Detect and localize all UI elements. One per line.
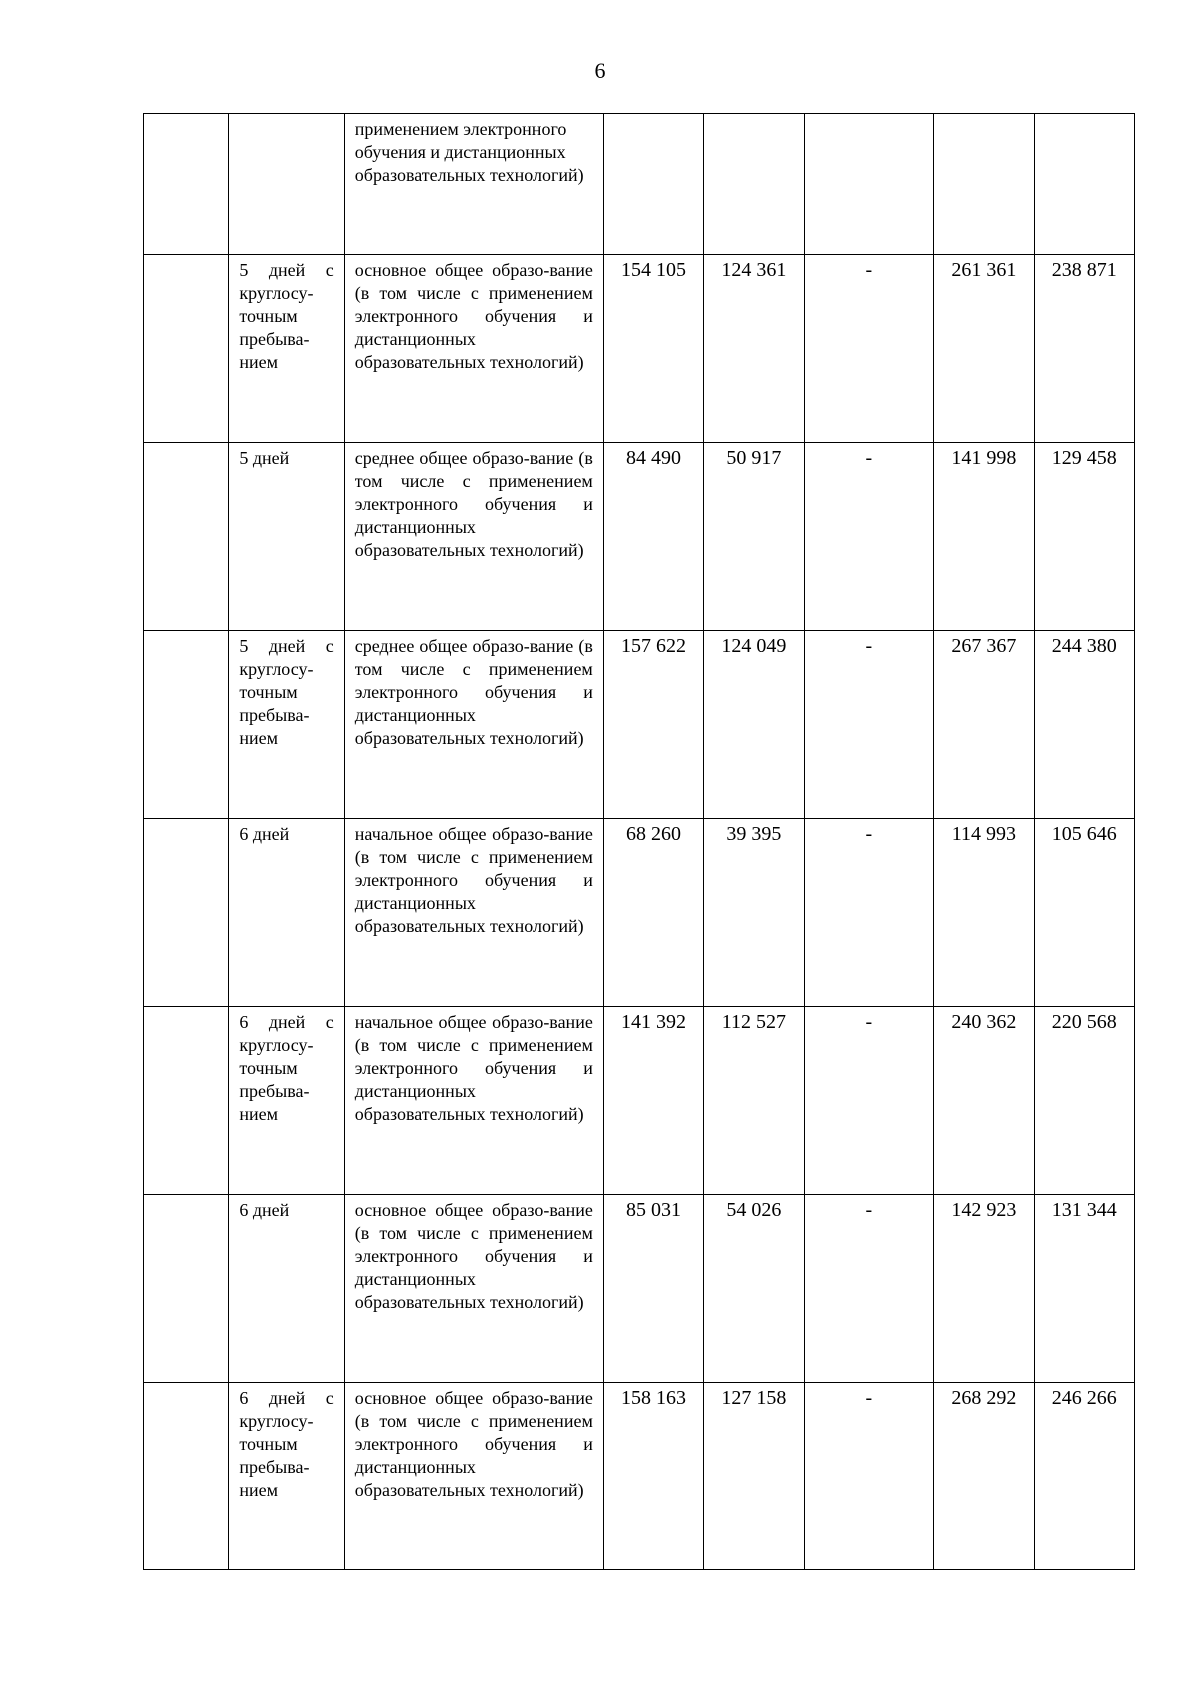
page-number: 6: [594, 58, 606, 83]
table-cell-value-4: 267 367: [934, 631, 1034, 819]
table-cell-mode: 5 дней с круглосу-точным пребыва-нием: [229, 255, 344, 443]
table-row: [144, 1195, 1135, 1383]
table-cell-value-4: 141 998: [934, 443, 1034, 631]
table-cell-mode: 5 дней: [229, 443, 344, 631]
table-cell-value-5: 105 646: [1034, 819, 1134, 1007]
table-row-continuation: [144, 114, 1135, 255]
table-cell-description: начальное общее образо-вание (в том числе с применением электронного обучения и дистанционных образовательных технологий): [344, 1007, 603, 1195]
table-cell-value-4: 142 923: [934, 1195, 1034, 1383]
table-cell-mode: 5 дней с круглосу-точным пребыва-нием: [229, 631, 344, 819]
table-cell-description: среднее общее образо-вание (в том числе с применением электронного обучения и дистанционных образовательных технологий): [344, 443, 603, 631]
table-cell-mode: 6 дней с круглосу-точным пребыва-нием: [229, 1007, 344, 1195]
table-cell-value-3: -: [804, 1383, 934, 1570]
table-cell-value-4: 261 361: [934, 255, 1034, 443]
table-cell-value: [1034, 114, 1134, 255]
table-cell-value-1: 84 490: [603, 443, 703, 631]
table-cell-value: [603, 114, 703, 255]
table-cell-value-1: 68 260: [603, 819, 703, 1007]
table-cell-description: начальное общее образо-вание (в том числе с применением электронного обучения и дистанционных образовательных технологий): [344, 819, 603, 1007]
table-row: [144, 443, 1135, 631]
table-cell-value-1: 154 105: [603, 255, 703, 443]
table-cell-empty: [144, 1195, 229, 1383]
table-cell-value-4: 114 993: [934, 819, 1034, 1007]
table-cell-empty: [144, 631, 229, 819]
table-cell-value-4: 268 292: [934, 1383, 1034, 1570]
table-cell-value-2: 50 917: [704, 443, 804, 631]
table-cell-value-1: 85 031: [603, 1195, 703, 1383]
table-cell-value-5: 220 568: [1034, 1007, 1134, 1195]
table-cell-description: среднее общее образо-вание (в том числе с применением электронного обучения и дистанционных образовательных технологий): [344, 631, 603, 819]
table-cell-mode: 6 дней с круглосу-точным пребыва-нием: [229, 1383, 344, 1570]
table-cell-value-3: -: [804, 443, 934, 631]
table-cell-value-5: 246 266: [1034, 1383, 1134, 1570]
table-cell-value-3: -: [804, 1007, 934, 1195]
table-cell-empty: [144, 443, 229, 631]
table-row: [144, 1383, 1135, 1570]
table-cell-value: [804, 114, 934, 255]
table-cell-mode: [229, 114, 344, 255]
table-cell-empty: [144, 255, 229, 443]
table-cell-value-5: 131 344: [1034, 1195, 1134, 1383]
table-cell-value-1: 158 163: [603, 1383, 703, 1570]
table-cell-value-3: -: [804, 819, 934, 1007]
table-cell-value-2: 124 049: [704, 631, 804, 819]
table-row: [144, 255, 1135, 443]
table-cell-value-2: 54 026: [704, 1195, 804, 1383]
table-row: [144, 631, 1135, 819]
table-cell-value: [704, 114, 804, 255]
table-cell-value-5: 238 871: [1034, 255, 1134, 443]
table-cell-value-2: 124 361: [704, 255, 804, 443]
table-row: [144, 1007, 1135, 1195]
table-cell-value: [934, 114, 1034, 255]
table-cell-value-2: 39 395: [704, 819, 804, 1007]
table-cell-value-1: 157 622: [603, 631, 703, 819]
table-cell-value-1: 141 392: [603, 1007, 703, 1195]
table-cell-mode: 6 дней: [229, 1195, 344, 1383]
table-cell-description: применением электронного обучения и дистанционных образовательных технологий): [344, 114, 603, 255]
table-cell-value-4: 240 362: [934, 1007, 1034, 1195]
table-cell-value-3: -: [804, 631, 934, 819]
table-cell-mode: 6 дней: [229, 819, 344, 1007]
table-cell-value-5: 129 458: [1034, 443, 1134, 631]
table-cell-empty: [144, 1383, 229, 1570]
table-cell-empty: [144, 114, 229, 255]
table-cell-description: основное общее образо-вание (в том числе с применением электронного обучения и дистанционных образовательных технологий): [344, 1383, 603, 1570]
table-cell-empty: [144, 1007, 229, 1195]
table-cell-value-5: 244 380: [1034, 631, 1134, 819]
table-cell-value-2: 127 158: [704, 1383, 804, 1570]
tariff-table: [143, 113, 1135, 1570]
table-cell-empty: [144, 819, 229, 1007]
table-cell-value-3: -: [804, 255, 934, 443]
table-cell-value-2: 112 527: [704, 1007, 804, 1195]
table-cell-description: основное общее образо-вание (в том числе с применением электронного обучения и дистанционных образовательных технологий): [344, 255, 603, 443]
table-cell-value-3: -: [804, 1195, 934, 1383]
table-row: [144, 819, 1135, 1007]
table-cell-description: основное общее образо-вание (в том числе с применением электронного обучения и дистанционных образовательных технологий): [344, 1195, 603, 1383]
